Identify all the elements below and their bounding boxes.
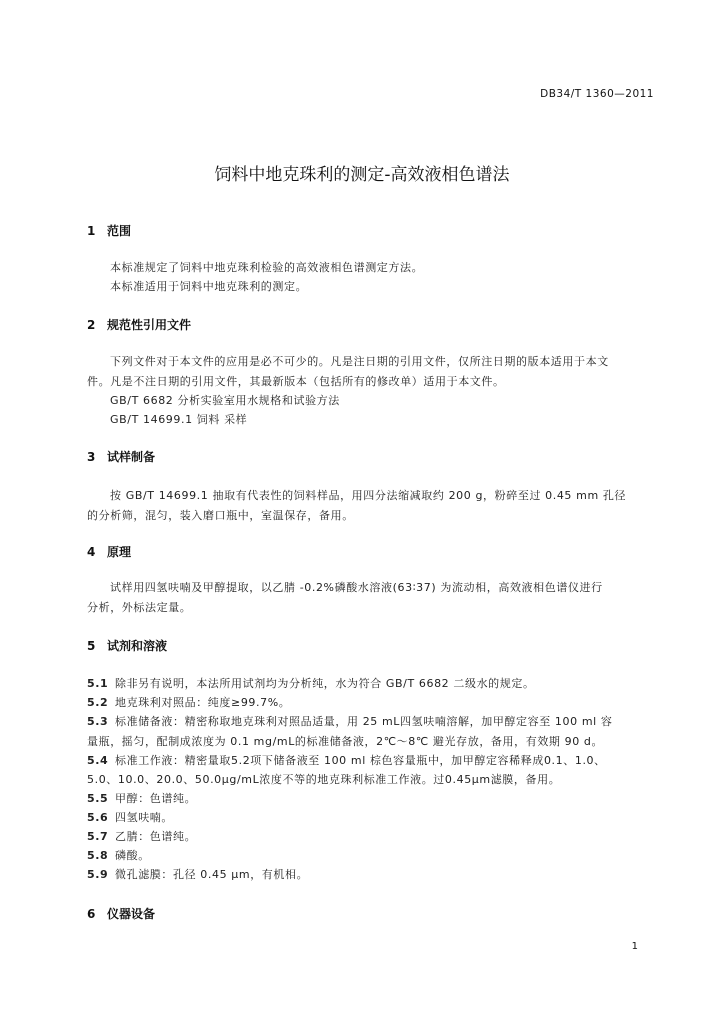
section-heading-1 (87, 222, 131, 239)
item-number: 5.3 (87, 715, 109, 728)
paragraph-line: 下列文件对于本文件的应用是必不可少的。凡是注日期的引用文件，仅所注日期的版本适用于本文 (110, 355, 609, 368)
list-item-continuation: 量瓶，摇匀，配制成浓度为 0.1 mg/mL的标准储备液，2℃～8℃ 避光存放，备用，有效期 90 d。 (87, 735, 604, 748)
item-text: 地克珠利对照品：纯度≥99.7%。 (115, 696, 291, 709)
list-item-continuation: 5.0、10.0、20.0、50.0μg/mL浓度不等的地克珠利标准工作液。过0.45μm滤膜，备用。 (87, 773, 561, 786)
list-item (87, 675, 535, 691)
item-number: 5.2 (87, 696, 109, 709)
list-item (87, 694, 290, 710)
section-heading-6 (87, 905, 155, 922)
section-heading-4 (87, 543, 131, 560)
list-item (87, 847, 150, 863)
document-title: 饲料中地克珠利的测定-高效液相色谱法 (214, 165, 510, 185)
page-number: 1 (631, 941, 638, 952)
section-number: 6 (87, 907, 96, 921)
item-number: 5.6 (87, 811, 109, 824)
item-number: 5.1 (87, 677, 109, 690)
list-item (87, 866, 308, 882)
item-number: 5.4 (87, 754, 109, 767)
section-heading-5 (87, 637, 167, 654)
paragraph-line: 件。凡是不注日期的引用文件，其最新版本（包括所有的修改单）适用于本文件。 (87, 375, 505, 388)
section-number: 4 (87, 545, 96, 559)
item-text: 甲醇：色谱纯。 (115, 792, 197, 805)
item-text: 微孔滤膜：孔径 0.45 μm，有机相。 (115, 868, 309, 881)
standard-code: DB34/T 1360—2011 (540, 88, 654, 100)
reference-item: GB/T 14699.1 饲料 采样 (110, 413, 248, 426)
paragraph-line: 试样用四氢呋喃及甲醇提取，以乙腈 -0.2%磷酸水溶液(63∶37) 为流动相，高效液相色谱仪进行 (110, 581, 603, 594)
section-heading-3 (87, 448, 155, 465)
section-title: 原理 (107, 545, 132, 559)
item-number: 5.9 (87, 868, 109, 881)
section-title: 试剂和溶液 (107, 639, 168, 653)
item-text: 乙腈：色谱纯。 (115, 830, 197, 843)
paragraph-line: 的分析筛，混匀，装入磨口瓶中，室温保存，备用。 (87, 509, 354, 522)
item-number: 5.7 (87, 830, 109, 843)
section-title: 规范性引用文件 (107, 318, 192, 332)
item-text: 标准储备液：精密称取地克珠利对照品适量，用 25 mL四氢呋喃溶解，加甲醇定容至 100 ml 容 (115, 715, 613, 728)
section-number: 3 (87, 450, 96, 464)
item-text: 标准工作液：精密量取5.2项下储备液至 100 ml 棕色容量瓶中，加甲醇定容稀释成0.1、1.0、 (115, 754, 606, 767)
item-number: 5.5 (87, 792, 109, 805)
section-number: 5 (87, 639, 96, 653)
list-item (87, 713, 613, 729)
item-text: 磷酸。 (115, 849, 150, 862)
item-text: 除非另有说明，本法所用试剂均为分析纯，水为符合 GB/T 6682 二级水的规定。 (115, 677, 535, 690)
item-number: 5.8 (87, 849, 109, 862)
section-title: 试样制备 (107, 450, 156, 464)
list-item (87, 809, 173, 825)
section-number: 2 (87, 318, 96, 332)
item-text: 四氢呋喃。 (115, 811, 173, 824)
section-number: 1 (87, 224, 96, 238)
list-item (87, 790, 196, 806)
list-item (87, 752, 606, 768)
section-title: 范围 (107, 224, 132, 238)
paragraph-line: 本标准适用于饲料中地克珠利的测定。 (110, 280, 308, 293)
list-item (87, 828, 196, 844)
paragraph-line: 本标准规定了饲料中地克珠利检验的高效液相色谱测定方法。 (110, 261, 424, 274)
section-title: 仪器设备 (107, 907, 156, 921)
paragraph-line: 分析，外标法定量。 (87, 601, 192, 614)
reference-item: GB/T 6682 分析实验室用水规格和试验方法 (110, 394, 340, 407)
paragraph-line: 按 GB/T 14699.1 抽取有代表性的饲料样品，用四分法缩减取约 200 g，粉碎至过 0.45 mm 孔径 (110, 489, 627, 502)
section-heading-2 (87, 316, 191, 333)
